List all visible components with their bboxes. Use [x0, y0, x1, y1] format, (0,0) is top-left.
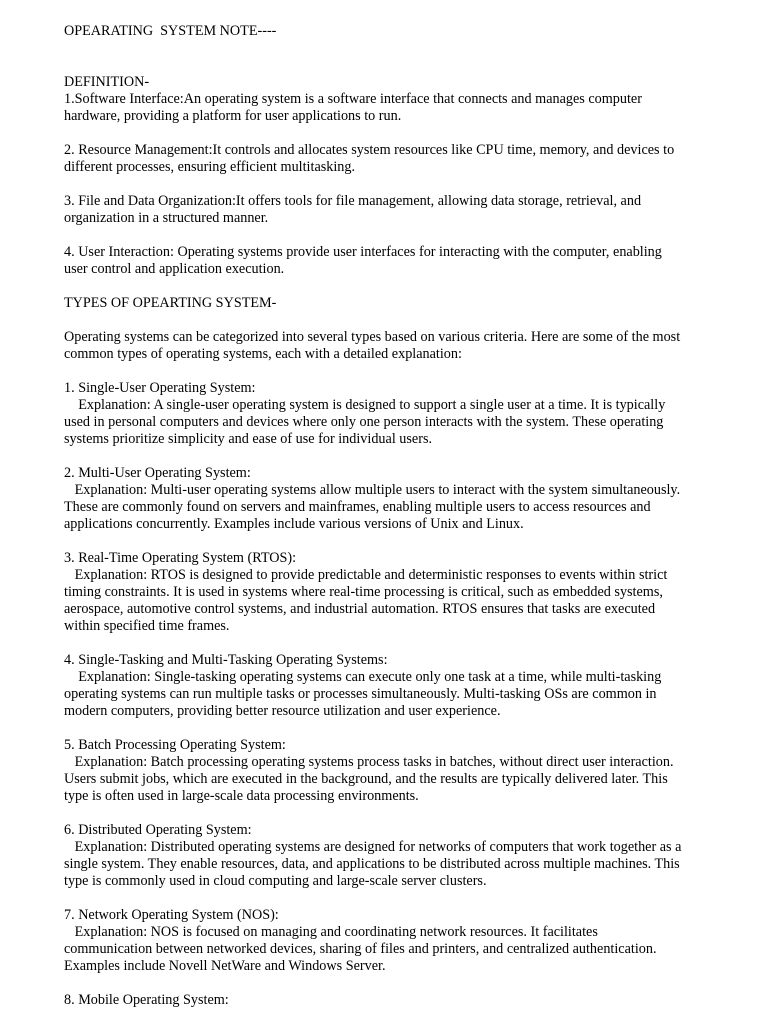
type-line: communication between networked devices, sharing of files and printers, and centralized authentication.	[64, 941, 657, 957]
intro-line: common types of operating systems, each with a detailed explanation:	[64, 346, 462, 362]
type-line: used in personal computers and devices where only one person interacts with the system. These operating	[64, 414, 664, 430]
type-line: Explanation: RTOS is designed to provide predictable and deterministic responses to events within strict	[64, 567, 668, 583]
type-title: 4. Single-Tasking and Multi-Tasking Operating Systems:	[64, 652, 388, 668]
type-item-5	[64, 737, 744, 805]
type-item-4	[64, 652, 744, 720]
definition-item-1	[64, 91, 744, 125]
type-line: type is often used in large-scale data processing environments.	[64, 788, 419, 804]
definition-item-2	[64, 142, 744, 176]
type-title: 7. Network Operating System (NOS):	[64, 907, 279, 923]
definition-item-4	[64, 244, 744, 278]
type-line: systems prioritize simplicity and ease of use for individual users.	[64, 431, 433, 447]
type-line: Examples include Novell NetWare and Windows Server.	[64, 958, 386, 974]
type-line: aerospace, automotive control systems, and industrial automation. RTOS ensures that tasks are executed	[64, 601, 656, 617]
definition-line: 1.Software Interface:An operating system is a software interface that connects and manages computer	[64, 91, 642, 107]
type-line: Explanation: Batch processing operating systems process tasks in batches, without direct user interaction.	[64, 754, 674, 770]
types-intro	[64, 329, 744, 363]
type-item-1	[64, 380, 744, 448]
definition-line: organization in a structured manner.	[64, 210, 269, 226]
type-line: Explanation: NOS is focused on managing and coordinating network resources. It facilitates	[64, 924, 598, 940]
type-title: 8. Mobile Operating System:	[64, 992, 229, 1008]
type-line: timing constraints. It is used in systems where real-time processing is critical, such as embedded systems,	[64, 584, 663, 600]
type-item-6	[64, 822, 744, 890]
type-line: applications concurrently. Examples include various versions of Unix and Linux.	[64, 516, 524, 532]
type-line: Explanation: Single-tasking operating systems can execute only one task at a time, while multi-tasking	[64, 669, 662, 685]
document-title: OPEARATING SYSTEM NOTE----	[64, 23, 277, 39]
types-heading: TYPES OF OPEARTING SYSTEM-	[64, 295, 277, 311]
type-line: operating systems can run multiple tasks or processes simultaneously. Multi-tasking OSs are common in	[64, 686, 657, 702]
definition-line: 3. File and Data Organization:It offers tools for file management, allowing data storage, retrieval, and	[64, 193, 642, 209]
definition-item-3	[64, 193, 744, 227]
definition-heading: DEFINITION-	[64, 74, 150, 90]
type-line: Explanation: Multi-user operating systems allow multiple users to interact with the system simultaneously.	[64, 482, 681, 498]
type-line: single system. They enable resources, data, and applications to be distributed across multiple machines. This	[64, 856, 680, 872]
type-title: 6. Distributed Operating System:	[64, 822, 252, 838]
definition-line: 2. Resource Management:It controls and allocates system resources like CPU time, memory, and devices to	[64, 142, 675, 158]
type-item-7	[64, 907, 744, 975]
type-item-8	[64, 992, 744, 1009]
intro-line: Operating systems can be categorized into several types based on various criteria. Here are some of the most	[64, 329, 681, 345]
type-title: 1. Single-User Operating System:	[64, 380, 256, 396]
type-line: modern computers, providing better resource utilization and user experience.	[64, 703, 501, 719]
type-line: These are commonly found on servers and mainframes, enabling multiple users to access resources and	[64, 499, 651, 515]
definition-line: hardware, providing a platform for user applications to run.	[64, 108, 402, 124]
type-title: 5. Batch Processing Operating System:	[64, 737, 286, 753]
type-line: within specified time frames.	[64, 618, 230, 634]
type-line: Users submit jobs, which are executed in the background, and the results are typically delivered later. This	[64, 771, 668, 787]
definition-line: different processes, ensuring efficient multitasking.	[64, 159, 356, 175]
definition-line: user control and application execution.	[64, 261, 285, 277]
type-line: Explanation: A single-user operating system is designed to support a single user at a time. It is typically	[64, 397, 666, 413]
document-content	[64, 23, 744, 1009]
type-line: type is commonly used in cloud computing and large-scale server clusters.	[64, 873, 487, 889]
definition-line: 4. User Interaction: Operating systems provide user interfaces for interacting with the computer, enabling	[64, 244, 662, 260]
type-title: 3. Real-Time Operating System (RTOS):	[64, 550, 297, 566]
type-item-3	[64, 550, 744, 635]
type-title: 2. Multi-User Operating System:	[64, 465, 251, 481]
type-line: Explanation: Distributed operating systems are designed for networks of computers that work together as a	[64, 839, 682, 855]
type-item-2	[64, 465, 744, 533]
